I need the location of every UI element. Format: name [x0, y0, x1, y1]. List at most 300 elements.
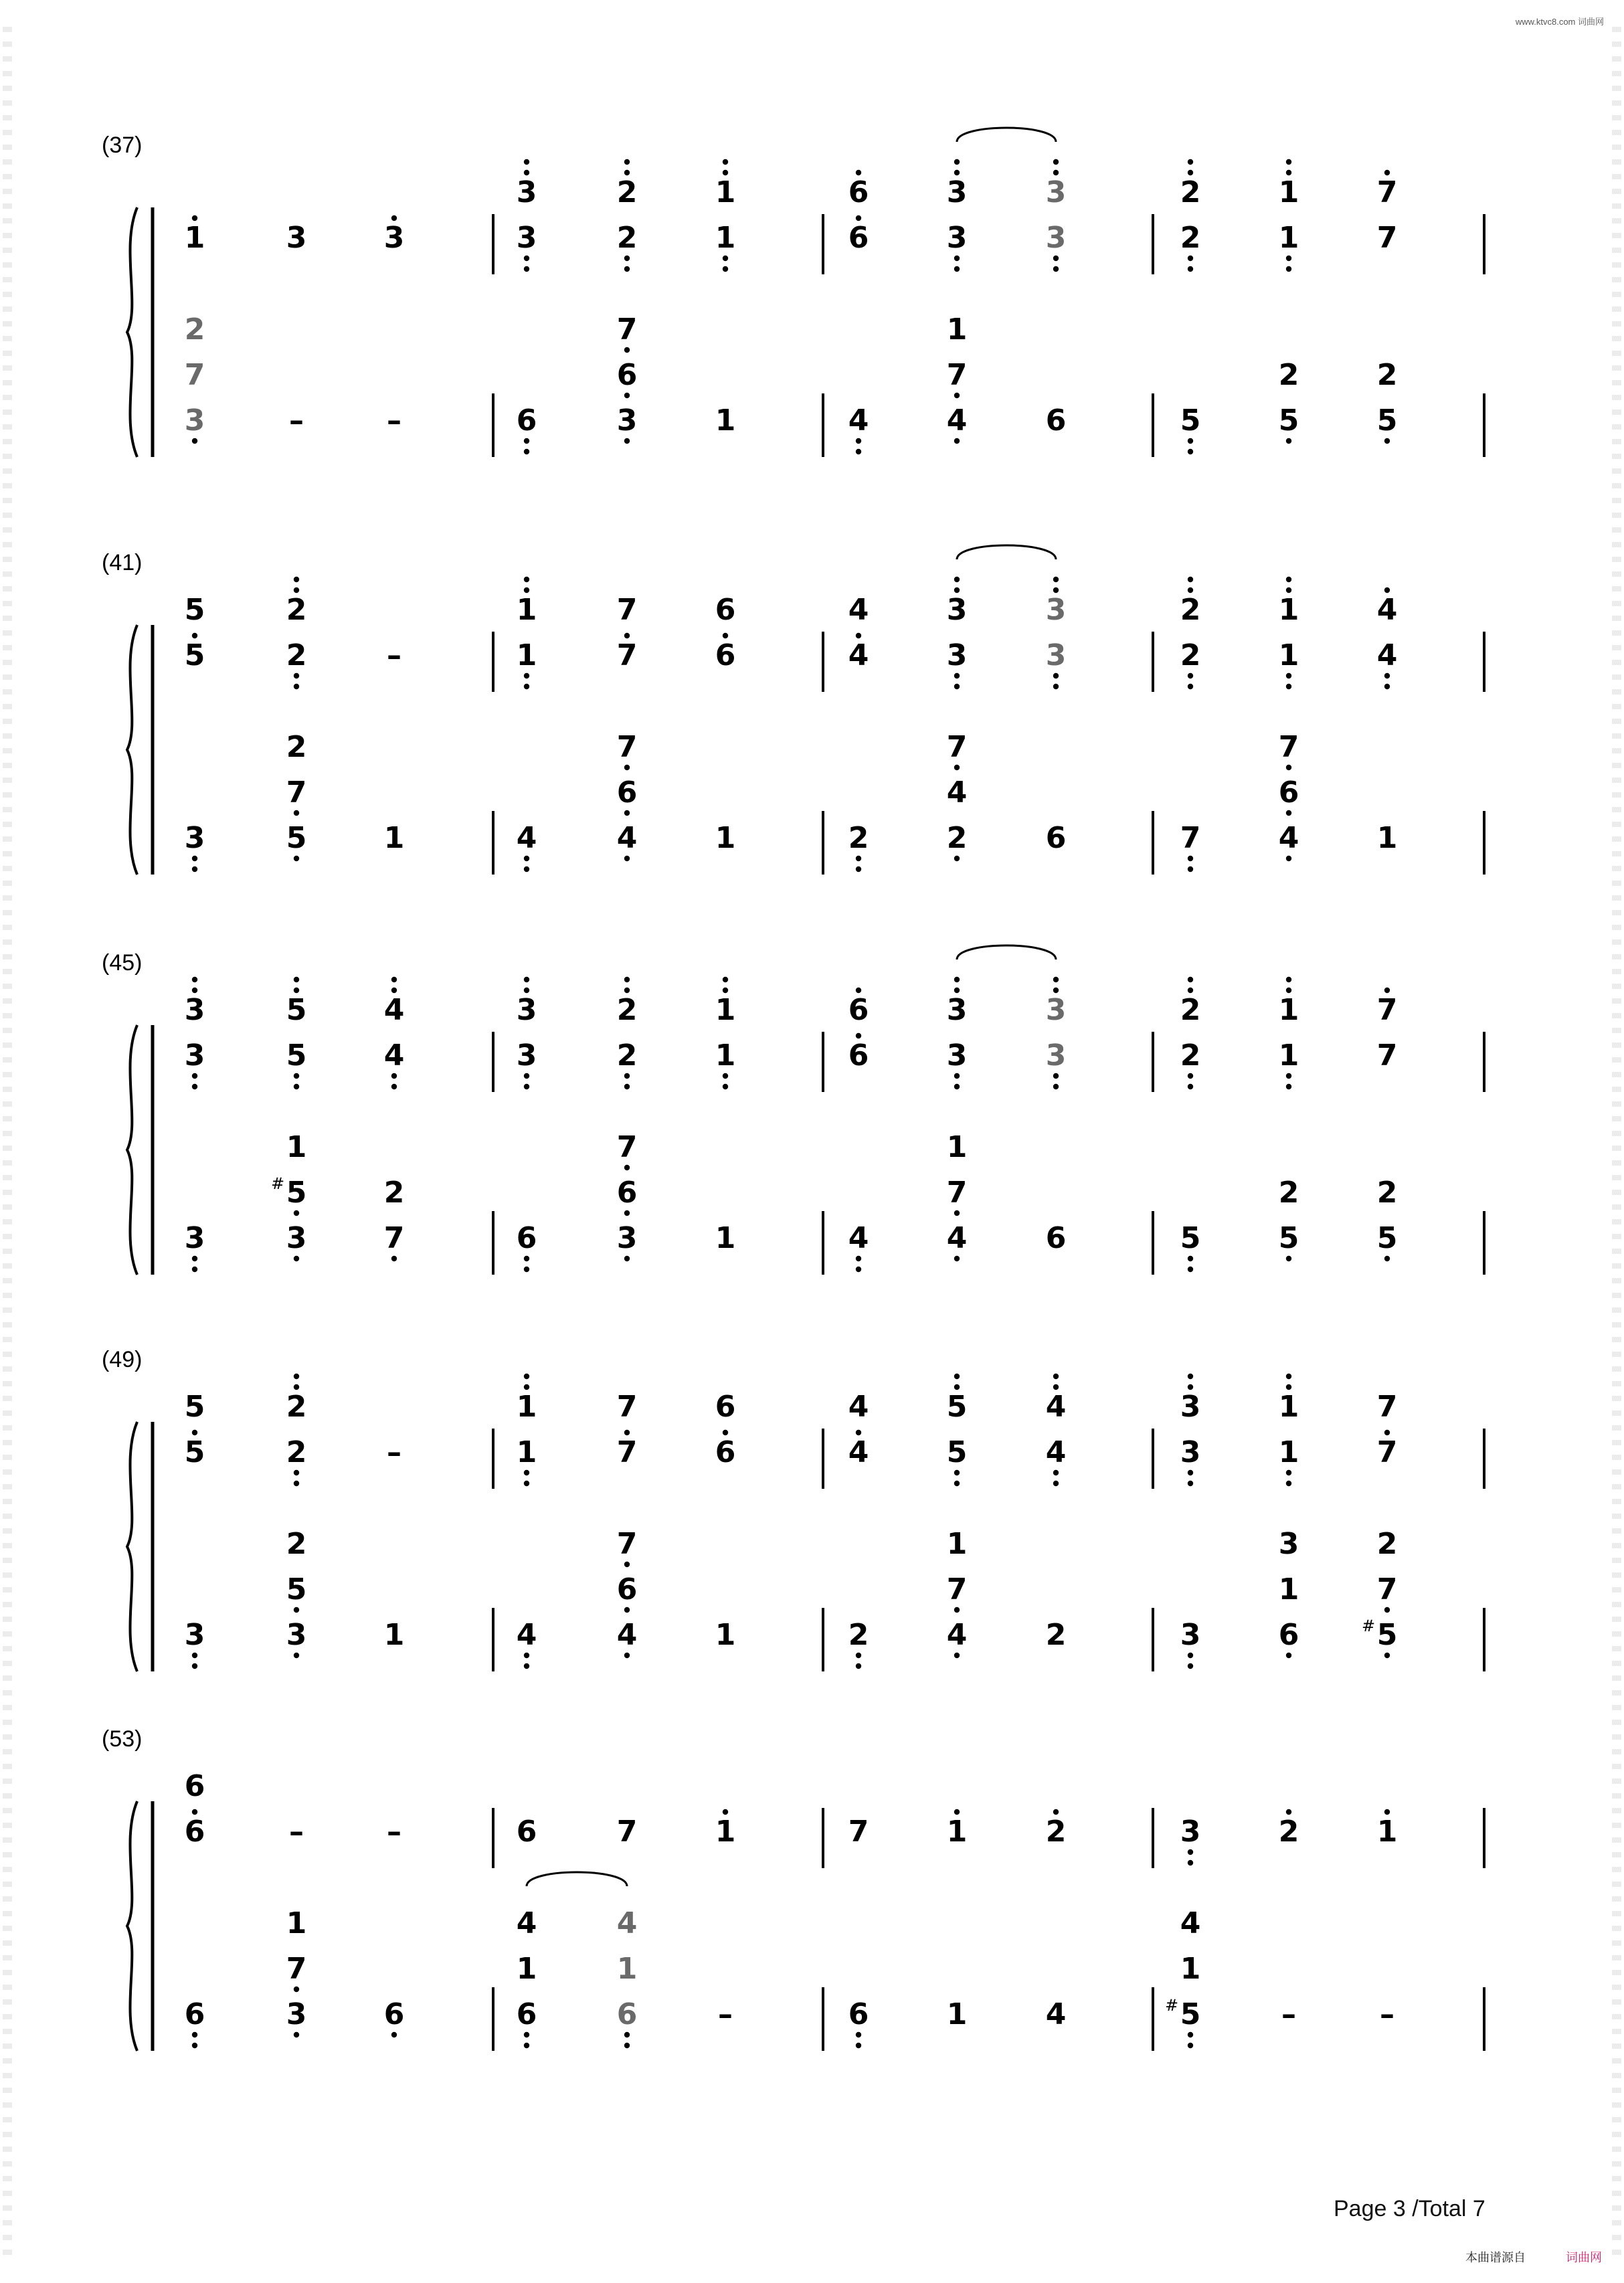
lh-note: 7 — [383, 1221, 405, 1255]
measure-number: (45) — [102, 950, 143, 976]
lh-note: 6 — [184, 1997, 205, 2031]
octave-dot — [294, 1084, 299, 1089]
lh-note: 6 — [616, 775, 638, 810]
lh-note: 2 — [1045, 1618, 1067, 1652]
octave-dot — [524, 1470, 529, 1475]
rh-upper-note: 1 — [1278, 593, 1299, 627]
rh-note: 5 — [946, 1435, 968, 1469]
rh-note: 7 — [1376, 1435, 1398, 1469]
rh-note: 7 — [616, 638, 638, 672]
rh-note: 4 — [383, 1038, 405, 1073]
octave-dot — [954, 684, 960, 689]
octave-dot — [1053, 587, 1059, 593]
lh-note: 4 — [946, 775, 968, 810]
rh-upper-note: 7 — [1376, 1390, 1398, 1424]
lh-note: 2 — [1376, 1176, 1398, 1210]
octave-dot — [954, 170, 960, 175]
octave-dot — [192, 856, 197, 861]
octave-dot — [1053, 159, 1059, 165]
lh-note: 1 — [946, 1527, 968, 1561]
rh-upper-note: 6 — [715, 1390, 736, 1424]
lh-note: 6 — [1278, 775, 1299, 810]
rh-note: 2 — [1180, 638, 1201, 672]
octave-dot — [294, 856, 299, 861]
lh-note: 6 — [616, 1997, 638, 2031]
lh-note: 4 — [516, 1906, 537, 1940]
octave-dot — [856, 1663, 861, 1669]
octave-dot — [723, 1073, 728, 1079]
octave-dot — [1188, 587, 1193, 593]
octave-dot — [294, 673, 299, 678]
octave-dot — [1384, 988, 1390, 993]
rh-upper-note: 1 — [516, 1390, 537, 1424]
octave-dot — [1188, 1470, 1193, 1475]
rh-note: 2 — [286, 1435, 307, 1469]
octave-dot — [1286, 256, 1291, 261]
octave-dot — [954, 393, 960, 398]
octave-dot — [192, 866, 197, 872]
octave-dot — [624, 633, 630, 638]
rh-note: 1 — [946, 1815, 968, 1849]
rh-upper-note: 1 — [715, 993, 736, 1027]
rh-note: 2 — [1180, 1038, 1201, 1073]
octave-dot — [1286, 988, 1291, 993]
rh-note: 2 — [616, 221, 638, 255]
lh-note: 7 — [286, 775, 307, 810]
lh-note: 6 — [848, 1997, 869, 2031]
octave-dot — [624, 393, 630, 398]
rh-upper-note: 2 — [286, 593, 307, 627]
lh-note: 2 — [1278, 1176, 1299, 1210]
rh-note: 1 — [715, 1038, 736, 1073]
rh-note: 2 — [616, 1038, 638, 1073]
lh-note: 3 — [616, 403, 638, 438]
octave-dot — [294, 1210, 299, 1216]
lh-note: 7 — [616, 312, 638, 347]
octave-dot — [856, 856, 861, 861]
octave-dot — [856, 988, 861, 993]
octave-dot — [856, 438, 861, 444]
octave-dot — [856, 170, 861, 175]
rh-upper-note: 3 — [946, 993, 968, 1027]
octave-dot — [954, 1073, 960, 1079]
octave-dot — [1053, 1073, 1059, 1079]
source-note: 本曲谱源自 — [1465, 2251, 1526, 2265]
octave-dot — [294, 587, 299, 593]
octave-dot — [624, 438, 630, 444]
rh-note: 1 — [1278, 1038, 1299, 1073]
lh-note: 3 — [286, 1221, 307, 1255]
octave-dot — [1286, 673, 1291, 678]
octave-dot — [1053, 577, 1059, 582]
octave-dot — [1384, 1809, 1390, 1815]
lh-note: 5 — [1180, 1221, 1201, 1255]
rh-note: 2 — [1045, 1815, 1067, 1849]
lh-note: 2 — [383, 1176, 405, 1210]
source-url: www.ktvc8.com 词曲网 — [1515, 17, 1604, 27]
octave-dot — [624, 1430, 630, 1435]
octave-dot — [1286, 159, 1291, 165]
octave-dot — [1286, 1481, 1291, 1486]
lh-note: 7 — [1376, 1572, 1398, 1607]
octave-dot — [1384, 1430, 1390, 1435]
rh-upper-note: 1 — [1278, 175, 1299, 209]
tie-arc — [957, 128, 1056, 142]
octave-dot — [1384, 673, 1390, 678]
sharp-sign: # — [1361, 1617, 1376, 1635]
rh-note: 6 — [516, 1815, 537, 1849]
octave-dot — [294, 1481, 299, 1486]
rh-note: 3 — [1180, 1435, 1201, 1469]
octave-dot — [1286, 1073, 1291, 1079]
octave-dot — [954, 159, 960, 165]
octave-dot — [1188, 1849, 1193, 1855]
rh-note: 7 — [1376, 221, 1398, 255]
rh-note: 3 — [383, 221, 405, 255]
rh-note: 3 — [1045, 638, 1067, 672]
lh-note: 2 — [286, 730, 307, 764]
rh-upper-note: 7 — [1376, 175, 1398, 209]
octave-dot — [1053, 988, 1059, 993]
lh-note: 6 — [616, 1572, 638, 1607]
rh-upper-note: 5 — [286, 993, 307, 1027]
octave-dot — [1053, 1481, 1059, 1486]
lh-note: 1 — [946, 312, 968, 347]
octave-dot — [624, 1073, 630, 1079]
octave-dot — [856, 1033, 861, 1038]
octave-dot — [524, 256, 529, 261]
lh-note: 5 — [286, 1572, 307, 1607]
rh-note: – — [387, 638, 401, 672]
octave-dot — [391, 1084, 397, 1089]
lh-note: 3 — [184, 1618, 205, 1652]
rh-note: 1 — [184, 221, 205, 255]
octave-dot — [624, 856, 630, 861]
rh-note: 3 — [286, 221, 307, 255]
rh-note: 3 — [1180, 1815, 1201, 1849]
rh-note: 4 — [1045, 1435, 1067, 1469]
octave-dot — [723, 1430, 728, 1435]
lh-note: 4 — [946, 1221, 968, 1255]
octave-dot — [1188, 1084, 1193, 1089]
octave-dot — [1053, 1384, 1059, 1390]
rh-upper-note: 4 — [383, 993, 405, 1027]
octave-dot — [294, 1384, 299, 1390]
lh-note: 1 — [715, 1618, 736, 1652]
lh-note: 4 — [516, 1618, 537, 1652]
octave-dot — [294, 1607, 299, 1613]
lh-note: 2 — [946, 821, 968, 855]
octave-dot — [1053, 1809, 1059, 1815]
lh-note: – — [289, 403, 304, 438]
rh-note: 1 — [1278, 221, 1299, 255]
octave-dot — [723, 633, 728, 638]
lh-note: 1 — [946, 1130, 968, 1164]
lh-note: – — [387, 403, 401, 438]
octave-dot — [624, 765, 630, 770]
octave-dot — [524, 1073, 529, 1079]
octave-dot — [524, 866, 529, 872]
octave-dot — [624, 256, 630, 261]
tie-arc — [527, 1872, 627, 1886]
lh-note: 3 — [1180, 1618, 1201, 1652]
octave-dot — [524, 1084, 529, 1089]
rh-note: 6 — [184, 1815, 205, 1849]
octave-dot — [954, 1607, 960, 1613]
rh-note: 5 — [184, 638, 205, 672]
octave-dot — [1188, 1256, 1193, 1261]
octave-dot — [524, 159, 529, 165]
octave-dot — [1188, 1481, 1193, 1486]
lh-note: 2 — [1278, 358, 1299, 392]
lh-note: 7 — [946, 1572, 968, 1607]
rh-upper-note: 1 — [516, 593, 537, 627]
lh-note: 7 — [946, 1176, 968, 1210]
rh-note: 3 — [516, 1038, 537, 1073]
lh-note: 5 — [286, 1176, 307, 1210]
octave-dot — [192, 1256, 197, 1261]
octave-dot — [624, 266, 630, 272]
rh-note: 1 — [1376, 1815, 1398, 1849]
rh-note: 1 — [516, 638, 537, 672]
lh-note: 4 — [516, 821, 537, 855]
rh-upper-note: 7 — [616, 1390, 638, 1424]
octave-dot — [391, 1073, 397, 1079]
octave-dot — [624, 977, 630, 982]
octave-dot — [1053, 1470, 1059, 1475]
rh-note: 1 — [715, 221, 736, 255]
octave-dot — [624, 347, 630, 353]
lh-note: 5 — [286, 821, 307, 855]
lh-note: 3 — [1278, 1527, 1299, 1561]
tie-arc — [957, 545, 1056, 559]
octave-dot — [294, 1470, 299, 1475]
lh-note: 5 — [1376, 1221, 1398, 1255]
octave-dot — [723, 988, 728, 993]
octave-dot — [1286, 765, 1291, 770]
octave-dot — [1384, 587, 1390, 593]
octave-dot — [1188, 1374, 1193, 1379]
octave-dot — [624, 1165, 630, 1170]
brace — [127, 1801, 137, 2051]
octave-dot — [524, 684, 529, 689]
lh-note: 1 — [286, 1130, 307, 1164]
brace — [127, 1025, 137, 1275]
octave-dot — [524, 673, 529, 678]
octave-dot — [1053, 170, 1059, 175]
octave-dot — [192, 1084, 197, 1089]
rh-upper-note: 6 — [848, 175, 869, 209]
rh-note: 5 — [184, 1435, 205, 1469]
octave-dot — [1188, 977, 1193, 982]
lh-note: 7 — [286, 1952, 307, 1986]
octave-dot — [1286, 810, 1291, 816]
octave-dot — [1286, 587, 1291, 593]
octave-dot — [856, 1430, 861, 1435]
measure-number: (37) — [102, 132, 143, 158]
octave-dot — [1286, 1084, 1291, 1089]
rh-upper-note: 1 — [1278, 993, 1299, 1027]
octave-dot — [1286, 1653, 1291, 1658]
rh-upper-note: 3 — [516, 175, 537, 209]
octave-dot — [624, 988, 630, 993]
rh-upper-note: 5 — [184, 593, 205, 627]
octave-dot — [524, 977, 529, 982]
octave-dot — [192, 1430, 197, 1435]
octave-dot — [1188, 1073, 1193, 1079]
octave-dot — [524, 577, 529, 582]
octave-dot — [294, 1073, 299, 1079]
lh-note: 2 — [848, 821, 869, 855]
octave-dot — [624, 2043, 630, 2048]
lh-note: 5 — [1278, 1221, 1299, 1255]
octave-dot — [1188, 256, 1193, 261]
octave-dot — [624, 170, 630, 175]
lh-note: 6 — [516, 1221, 537, 1255]
lh-note: 2 — [286, 1527, 307, 1561]
lh-note: 3 — [286, 1618, 307, 1652]
page-number: Page 3 /Total 7 — [1334, 2196, 1485, 2221]
rh-note: 3 — [946, 221, 968, 255]
octave-dot — [192, 2043, 197, 2048]
octave-dot — [1188, 159, 1193, 165]
octave-dot — [1384, 438, 1390, 444]
lh-note: 2 — [1376, 1527, 1398, 1561]
octave-dot — [524, 1481, 529, 1486]
octave-dot — [1188, 866, 1193, 872]
rh-upper-note: 4 — [1045, 1390, 1067, 1424]
octave-dot — [192, 438, 197, 444]
rh-upper-note: 6 — [715, 593, 736, 627]
octave-dot — [1188, 1663, 1193, 1669]
rh-note: 2 — [1180, 221, 1201, 255]
lh-note: 6 — [1278, 1618, 1299, 1652]
octave-dot — [1053, 684, 1059, 689]
octave-dot — [1053, 256, 1059, 261]
measure-number: (49) — [102, 1347, 143, 1372]
octave-dot — [954, 1481, 960, 1486]
octave-dot — [954, 256, 960, 261]
lh-note: 4 — [616, 1906, 638, 1940]
lh-note: 1 — [715, 1221, 736, 1255]
octave-dot — [524, 266, 529, 272]
octave-dot — [524, 856, 529, 861]
lh-note: 5 — [1180, 1997, 1201, 2031]
octave-dot — [1188, 1653, 1193, 1658]
octave-dot — [294, 1256, 299, 1261]
lh-note: 3 — [616, 1221, 638, 1255]
octave-dot — [192, 988, 197, 993]
lh-note: 4 — [1045, 1997, 1067, 2031]
octave-dot — [1286, 1384, 1291, 1390]
octave-dot — [524, 2043, 529, 2048]
octave-dot — [391, 977, 397, 982]
rh-note: 7 — [616, 1815, 638, 1849]
octave-dot — [856, 866, 861, 872]
octave-dot — [192, 1809, 197, 1815]
lh-note: 1 — [616, 1952, 638, 1986]
lh-note: 6 — [516, 1997, 537, 2031]
lh-note: 6 — [1045, 821, 1067, 855]
octave-dot — [1053, 266, 1059, 272]
lh-note: 7 — [616, 1130, 638, 1164]
rh-upper-note: 4 — [848, 593, 869, 627]
octave-dot — [954, 988, 960, 993]
site-logo-text: 词曲网 — [1566, 2251, 1602, 2265]
lh-note: 6 — [383, 1997, 405, 2031]
octave-dot — [1286, 684, 1291, 689]
octave-dot — [1188, 1267, 1193, 1272]
rh-note: 6 — [715, 638, 736, 672]
octave-dot — [524, 988, 529, 993]
octave-dot — [391, 215, 397, 221]
rh-note: 4 — [848, 638, 869, 672]
octave-dot — [954, 1256, 960, 1261]
octave-dot — [1188, 577, 1193, 582]
octave-dot — [192, 1653, 197, 1658]
rh-note: 2 — [286, 638, 307, 672]
rh-note: 6 — [848, 1038, 869, 1073]
octave-dot — [192, 977, 197, 982]
octave-dot — [723, 1084, 728, 1089]
octave-dot — [192, 2032, 197, 2037]
rh-upper-note: 2 — [286, 1390, 307, 1424]
octave-dot — [1188, 856, 1193, 861]
lh-note: 7 — [1278, 730, 1299, 764]
octave-dot — [856, 2032, 861, 2037]
octave-dot — [294, 684, 299, 689]
octave-dot — [391, 1256, 397, 1261]
octave-dot — [294, 977, 299, 982]
rh-note: 3 — [946, 638, 968, 672]
rh-upper-note: 6 — [848, 993, 869, 1027]
rh-note: 5 — [286, 1038, 307, 1073]
octave-dot — [1384, 1256, 1390, 1261]
lh-note: 2 — [184, 312, 205, 347]
octave-dot — [294, 2032, 299, 2037]
octave-dot — [294, 1987, 299, 1992]
octave-dot — [954, 977, 960, 982]
octave-dot — [856, 633, 861, 638]
octave-dot — [954, 673, 960, 678]
octave-dot — [1384, 684, 1390, 689]
rh-upper-note: 3 — [946, 175, 968, 209]
octave-dot — [624, 1084, 630, 1089]
rh-note: 3 — [946, 1038, 968, 1073]
octave-dot — [954, 1809, 960, 1815]
octave-dot — [1188, 988, 1193, 993]
octave-dot — [954, 587, 960, 593]
octave-dot — [954, 1384, 960, 1390]
lh-note: 2 — [1376, 358, 1398, 392]
rh-upper-note: 2 — [1180, 593, 1201, 627]
rh-upper-note: 7 — [1376, 993, 1398, 1027]
brace — [127, 207, 137, 457]
octave-dot — [954, 856, 960, 861]
octave-dot — [1188, 438, 1193, 444]
octave-dot — [954, 1084, 960, 1089]
rh-note: – — [387, 1435, 401, 1469]
rh-note: 1 — [1278, 638, 1299, 672]
measure-number: (41) — [102, 550, 143, 575]
rh-note: 7 — [1376, 1038, 1398, 1073]
octave-dot — [192, 1267, 197, 1272]
octave-dot — [1384, 1607, 1390, 1613]
rh-upper-note: 1 — [715, 175, 736, 209]
lh-note: 2 — [848, 1618, 869, 1652]
octave-dot — [1188, 2032, 1193, 2037]
octave-dot — [1053, 1374, 1059, 1379]
